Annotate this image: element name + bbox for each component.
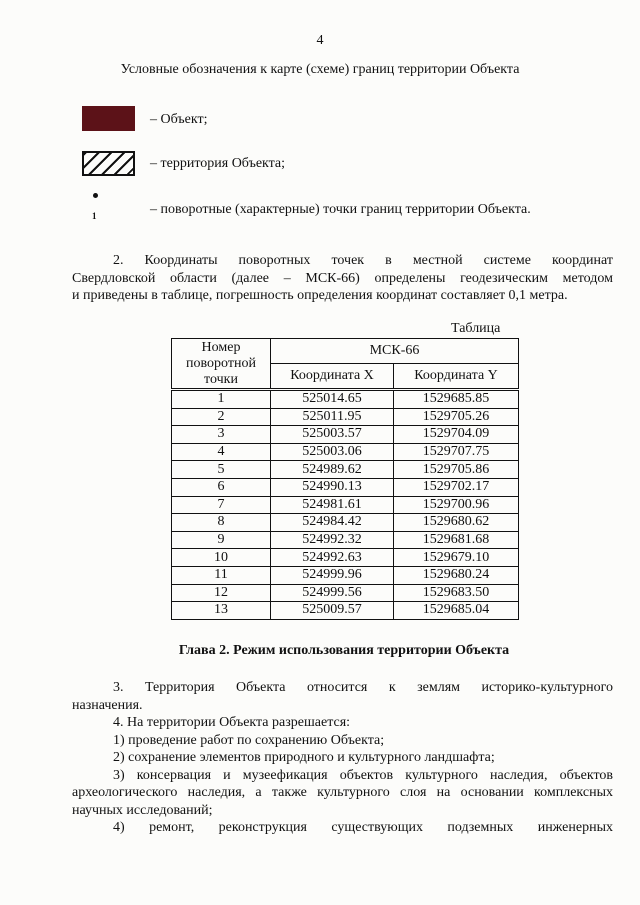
table-row bbox=[172, 390, 519, 409]
coordinate-y-cell: 1529680.62 bbox=[394, 514, 519, 532]
coordinate-y-cell: 1529705.86 bbox=[394, 461, 519, 479]
point-number-cell: 5 bbox=[172, 461, 271, 479]
coordinates-table bbox=[171, 338, 519, 620]
point-number-cell: 1 bbox=[172, 390, 271, 409]
point-number-cell: 8 bbox=[172, 514, 271, 532]
paragraph-4: 4. На территории Объекта разрешается: bbox=[113, 715, 351, 730]
point-number-cell: 12 bbox=[172, 584, 271, 602]
coordinate-x-cell: 524989.62 bbox=[271, 461, 394, 479]
list-item-2: 2) сохранение элементов природного и культурного ландшафта; bbox=[113, 750, 495, 765]
paragraph-2-line-3: и приведены в таблице, погрешность определения координат составляет 0,1 метра. bbox=[72, 288, 568, 303]
coordinate-x-cell: 524992.63 bbox=[271, 549, 394, 567]
header-coordinate-y: Координата Y bbox=[394, 364, 519, 390]
table-row bbox=[172, 514, 519, 532]
chapter-2-body bbox=[72, 679, 613, 837]
point-number-cell: 10 bbox=[172, 549, 271, 567]
table-row bbox=[172, 602, 519, 620]
paragraph-2 bbox=[72, 252, 613, 305]
coordinate-x-cell: 524981.61 bbox=[271, 496, 394, 514]
coordinate-x-cell: 525011.95 bbox=[271, 408, 394, 426]
list-item-3-line-2: археологического наследия, а также культурного слоя на основании комплексных bbox=[72, 785, 613, 800]
point-number-cell: 4 bbox=[172, 443, 271, 461]
paragraph-3-line-2: назначения. bbox=[72, 697, 143, 713]
table-row bbox=[172, 549, 519, 567]
table-row bbox=[172, 584, 519, 602]
list-item-1: 1) проведение работ по сохранению Объекта; bbox=[113, 732, 385, 748]
coordinate-x-cell: 524999.56 bbox=[271, 584, 394, 602]
coordinate-x-cell: 525003.57 bbox=[271, 426, 394, 444]
paragraph-2-line-1: 2. Координаты поворотных точек в местной системе координат bbox=[113, 253, 613, 268]
coordinate-x-cell: 524992.32 bbox=[271, 531, 394, 549]
table-row bbox=[172, 426, 519, 444]
coordinate-x-cell: 525003.06 bbox=[271, 443, 394, 461]
chapter-title: Глава 2. Режим использования территории Объекта bbox=[178, 643, 510, 658]
table-caption: Таблица bbox=[451, 321, 501, 336]
legend-title: Условные обозначения к карте (схеме) границ территории Объекта bbox=[120, 62, 520, 77]
object-symbol bbox=[82, 106, 135, 131]
page-number: 4 bbox=[316, 33, 324, 48]
table-row bbox=[172, 443, 519, 461]
coordinate-y-cell: 1529705.26 bbox=[394, 408, 519, 426]
list-item-3-line-1: 3) консервация и музеефикация объектов культурного наследия, объектов bbox=[113, 767, 613, 783]
point-number-cell: 9 bbox=[172, 531, 271, 549]
table-row bbox=[172, 496, 519, 514]
territory-hatch-symbol bbox=[82, 151, 135, 176]
table-row bbox=[172, 408, 519, 426]
coordinate-y-cell: 1529700.96 bbox=[394, 496, 519, 514]
point-number-cell: 11 bbox=[172, 566, 271, 584]
header-coordinate-x: Координата X bbox=[271, 364, 394, 390]
coordinate-y-cell: 1529704.09 bbox=[394, 426, 519, 444]
paragraph-3-line-1: 3. Территория Объекта относится к землям историко-культурного bbox=[113, 680, 613, 695]
coordinate-y-cell: 1529685.04 bbox=[394, 602, 519, 620]
coordinate-y-cell: 1529683.50 bbox=[394, 584, 519, 602]
point-number-cell: 6 bbox=[172, 478, 271, 496]
point-symbol-number: 1 bbox=[92, 211, 97, 221]
coordinate-y-cell: 1529680.24 bbox=[394, 566, 519, 584]
table-row bbox=[172, 461, 519, 479]
coordinate-y-cell: 1529685.85 bbox=[394, 390, 519, 409]
point-number-cell: 13 bbox=[172, 602, 271, 620]
list-item-3-line-3: научных исследований; bbox=[72, 802, 213, 818]
coordinate-y-cell: 1529679.10 bbox=[394, 549, 519, 567]
point-number-cell: 7 bbox=[172, 496, 271, 514]
header-point-number: Номер поворотной точки bbox=[172, 339, 271, 390]
point-symbol bbox=[93, 193, 98, 198]
list-item-4-line-1: 4) ремонт, реконструкция существующих подземных инженерных bbox=[113, 820, 613, 835]
object-legend-label: – Объект; bbox=[150, 112, 208, 127]
point-number-cell: 3 bbox=[172, 426, 271, 444]
coordinate-x-cell: 524990.13 bbox=[271, 478, 394, 496]
paragraph-2-line-2: Свердловской области (далее – МСК-66) определены геодезическим методом bbox=[72, 270, 613, 286]
coordinate-y-cell: 1529702.17 bbox=[394, 478, 519, 496]
point-number-cell: 2 bbox=[172, 408, 271, 426]
header-coordinate-system: МСК-66 bbox=[271, 339, 519, 364]
coordinate-y-cell: 1529681.68 bbox=[394, 531, 519, 549]
coordinate-x-cell: 524984.42 bbox=[271, 514, 394, 532]
points-legend-label: – поворотные (характерные) точки границ территории Объекта. bbox=[150, 202, 531, 217]
table-row bbox=[172, 531, 519, 549]
table-row bbox=[172, 566, 519, 584]
coordinate-x-cell: 525009.57 bbox=[271, 602, 394, 620]
coordinate-y-cell: 1529707.75 bbox=[394, 443, 519, 461]
coordinate-x-cell: 524999.96 bbox=[271, 566, 394, 584]
table-row bbox=[172, 478, 519, 496]
coordinate-x-cell: 525014.65 bbox=[271, 390, 394, 409]
territory-legend-label: – территория Объекта; bbox=[150, 156, 286, 171]
